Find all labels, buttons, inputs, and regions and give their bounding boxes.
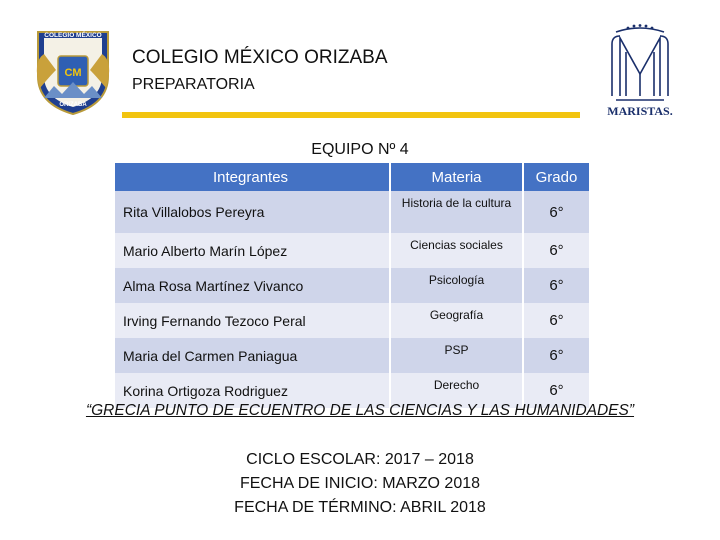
column-header-grado: Grado	[523, 163, 589, 191]
crest-monogram: CM	[64, 67, 82, 79]
table-header-row	[115, 163, 589, 191]
school-name: COLEGIO MÉXICO ORIZABA	[132, 47, 388, 68]
start-date: FECHA DE INICIO: MARZO 2018	[239, 475, 481, 492]
maristas-logo-text: MARISTAS.	[607, 104, 673, 118]
school-cycle: CICLO ESCOLAR: 2017 – 2018	[246, 451, 474, 468]
member-subject: Derecho	[390, 373, 523, 408]
member-grade: 6°	[523, 373, 589, 408]
school-level: PREPARATORIA	[132, 76, 255, 93]
table-row	[115, 233, 589, 268]
header-divider	[122, 112, 580, 118]
end-date: FECHA DE TÉRMINO: ABRIL 2018	[234, 499, 486, 516]
member-subject: Geografía	[390, 303, 523, 338]
project-motto: “GRECIA PUNTO DE ECUENTRO DE LAS CIENCIAS Y LAS HUMANIDADES”	[85, 402, 635, 419]
member-name: Korina Ortigoza Rodriguez	[115, 373, 390, 408]
table-row	[115, 268, 589, 303]
member-grade: 6°	[523, 233, 589, 268]
members-table	[115, 163, 589, 408]
member-subject: Historia de la cultura	[390, 191, 523, 233]
member-name: Alma Rosa Martínez Vivanco	[115, 268, 390, 303]
member-name: Mario Alberto Marín López	[115, 233, 390, 268]
member-subject: PSP	[390, 338, 523, 373]
member-grade: 6°	[523, 303, 589, 338]
member-grade: 6°	[523, 338, 589, 373]
table-row	[115, 191, 589, 233]
member-subject: Ciencias sociales	[390, 233, 523, 268]
member-name: Maria del Carmen Paniagua	[115, 338, 390, 373]
member-grade: 6°	[523, 191, 589, 233]
team-title: EQUIPO Nº 4	[311, 141, 409, 158]
member-name: Irving Fernando Tezoco Peral	[115, 303, 390, 338]
maristas-logo	[590, 22, 690, 122]
crest-top-text: COLEGIO MÉXICO	[44, 32, 102, 39]
member-grade: 6°	[523, 268, 589, 303]
member-name: Rita Villalobos Pereyra	[115, 191, 390, 233]
member-subject: Psicología	[390, 268, 523, 303]
crest-bottom-text: ORIZABA	[59, 102, 87, 108]
colegio-mexico-crest-logo	[30, 26, 116, 116]
column-header-integrantes: Integrantes	[115, 163, 390, 191]
table-row	[115, 338, 589, 373]
table-row	[115, 303, 589, 338]
column-header-materia: Materia	[390, 163, 523, 191]
